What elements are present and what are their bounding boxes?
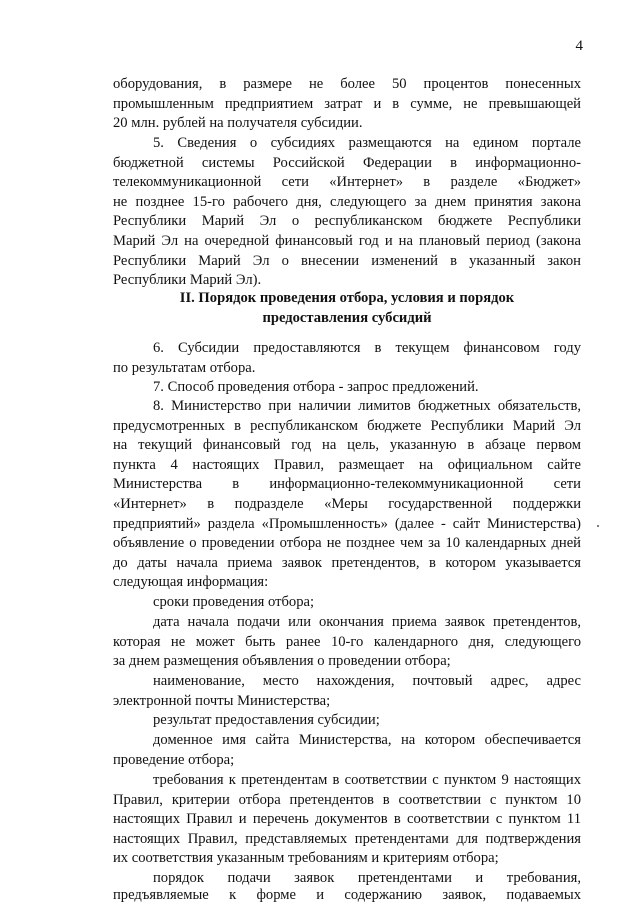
paragraph-6 [113,339,581,378]
text-line: которая не может быть ранее 10-го календарного дня, следующего [113,633,581,650]
text-line: следующая информация: [113,574,269,591]
text-line: настоящих Правил, представляемых претендентами для подтверждения [113,830,581,847]
text-line: Марий Эл на очередной финансовый год и на плановый период (закона [113,232,581,249]
text-line: телекоммуникационной сети «Интернет» в разделе «Бюджет» [113,174,581,191]
page-number: 4 [575,38,583,54]
text-line: за днем размещения объявления о проведении отбора; [113,653,451,670]
text-line: оборудования, в размере не более 50 процентов понесенных [113,76,581,92]
text-line: пункта 4 настоящих Правил, размещает на официальном сайте [113,456,581,473]
text-line: настоящих Правил и перечень документов в соответствии с пунктом 11 [113,811,581,828]
heading-line: II. Порядок проведения отбора, условия и порядок [179,290,515,306]
list-item-continuation [113,886,581,906]
text-line: на текущий финансовый год на цель, указанную в абзаце первом [113,437,581,454]
text-line: 6. Субсидии предоставляются в текущем финансовом году [153,340,581,356]
paragraph-5 [113,134,581,291]
scan-speck [597,525,599,527]
text-line: Республики Марий Эл о республиканском бюджете Республики [113,213,581,230]
text-line: Правил, критерии отбора претендентов в соответствии с пунктом 10 [113,791,581,808]
section-heading [113,288,581,328]
text-line: до даты начала приема заявок претендентов, в котором указывается [113,554,581,571]
text-line: сроки проведения отбора; [153,594,315,610]
text-line: 5. Сведения о субсидиях размещаются на едином портале [153,135,581,151]
text-line: Министерства в информационно-телекоммуникационной сети [113,476,581,493]
text-line: наименование, место нахождения, почтовый адрес, адрес [153,673,581,689]
text-line: Республики Марий Эл). [113,272,262,289]
heading-line: предоставления субсидий [262,310,432,326]
text-line: 8. Министерство при наличии лимитов бюджетных обязательств, [153,398,581,414]
list-item [113,613,581,672]
text-line: проведение отбора; [113,751,235,768]
text-line: их соответствия указанным требованиям и критериям отбора; [113,850,499,867]
text-line: «Интернет» в подразделе «Меры государственной поддержки [113,495,581,512]
text-line: объявление о проведении отбора не позднее чем за 10 календарных дней [113,535,581,552]
text-line: предъявляемые к форме и содержанию заявок, подаваемых [113,887,581,903]
list-item [113,771,581,869]
text-line: Республики Марий Эл о внесении изменений в указанный закон [113,252,581,269]
paragraph-continuation [113,75,581,134]
list-item [113,593,581,613]
text-line: доменное имя сайта Министерства, на котором обеспечивается [153,732,581,748]
text-line: не позднее 15-го рабочего дня, следующего за днем принятия закона [113,193,581,210]
text-line: предусмотренных в республиканском бюджете Республики Марий Эл [113,417,581,434]
paragraph-8 [113,397,581,593]
text-line: 7. Способ проведения отбора - запрос предложений. [153,379,479,395]
text-line: результат предоставления субсидии; [153,712,380,728]
text-line: 20 млн. рублей на получателя субсидии. [113,115,363,132]
list-item [113,731,581,770]
list-item [113,711,581,731]
list-item [113,672,581,711]
paragraph-7 [113,378,581,398]
text-line: дата начала подачи или окончания приема заявок претендентов, [153,614,581,630]
text-line: по результатам отбора. [113,359,256,376]
text-line: промышленным предприятием затрат и в сумме, не превышающей [113,95,581,112]
text-line: бюджетной системы Российской Федерации в информационно- [113,154,581,171]
text-line: порядок подачи заявок претендентами и требования, [153,870,581,886]
text-line: электронной почты Министерства; [113,692,331,709]
text-line: предприятий» раздела «Промышленность» (далее - сайт Министерства) [113,515,581,532]
text-line: требования к претендентам в соответствии с пунктом 9 настоящих [153,772,581,788]
